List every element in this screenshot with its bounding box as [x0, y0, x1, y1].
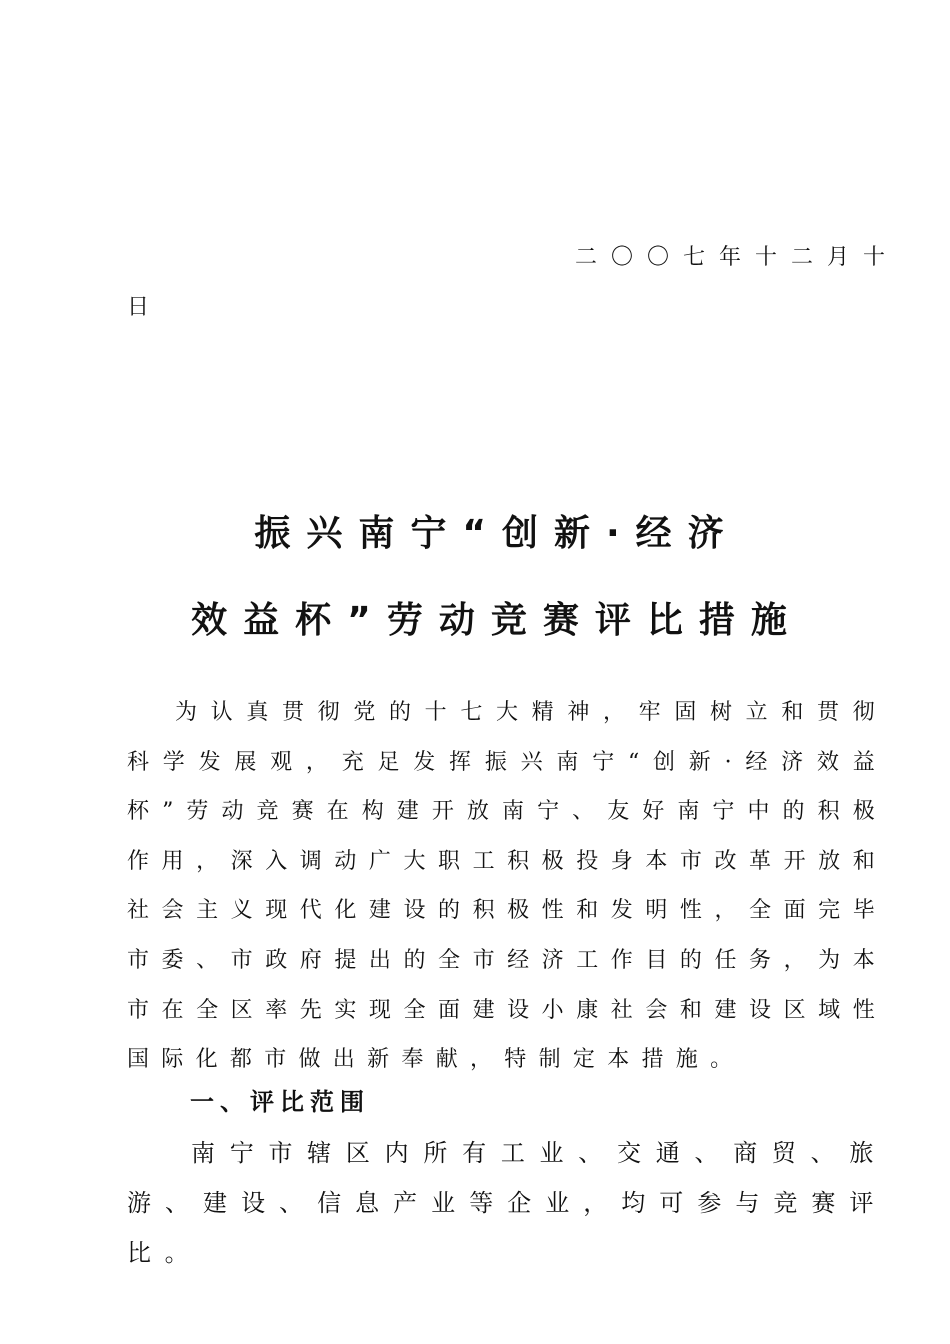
section-1-body: 南宁市辖区内所有工业、交通、商贸、旅游、建设、信息产业等企业，均可参与竞赛评比。	[127, 1139, 887, 1267]
section-1-heading: 一、评比范围	[190, 1088, 370, 1116]
document-title-line-2: 效益杯”劳动竞赛评比措施	[191, 600, 803, 641]
document-title-line-1: 振兴南宁“创新·经济	[254, 513, 740, 554]
date-line: 二〇〇七年十二月十	[575, 245, 900, 270]
intro-paragraph: 为认真贯彻党的十七大精神，牢固树立和贯彻科学发展观，充足发挥振兴南宁“创新·经济效益杯”劳动竞赛在构建开放南宁、友好南宁中的积极作用，深入调动广大职工积极投身本市改革开放和社会主义现代化建设的积极性和发明性，全面完毕市委、市政府提出的全市经济工作目的任务，为本市在全区率先实现全面建设小康社会和建设区域性国际化都市做出新奉献，特制定本措施。	[127, 700, 887, 1073]
date-line-continuation: 日	[127, 295, 150, 320]
